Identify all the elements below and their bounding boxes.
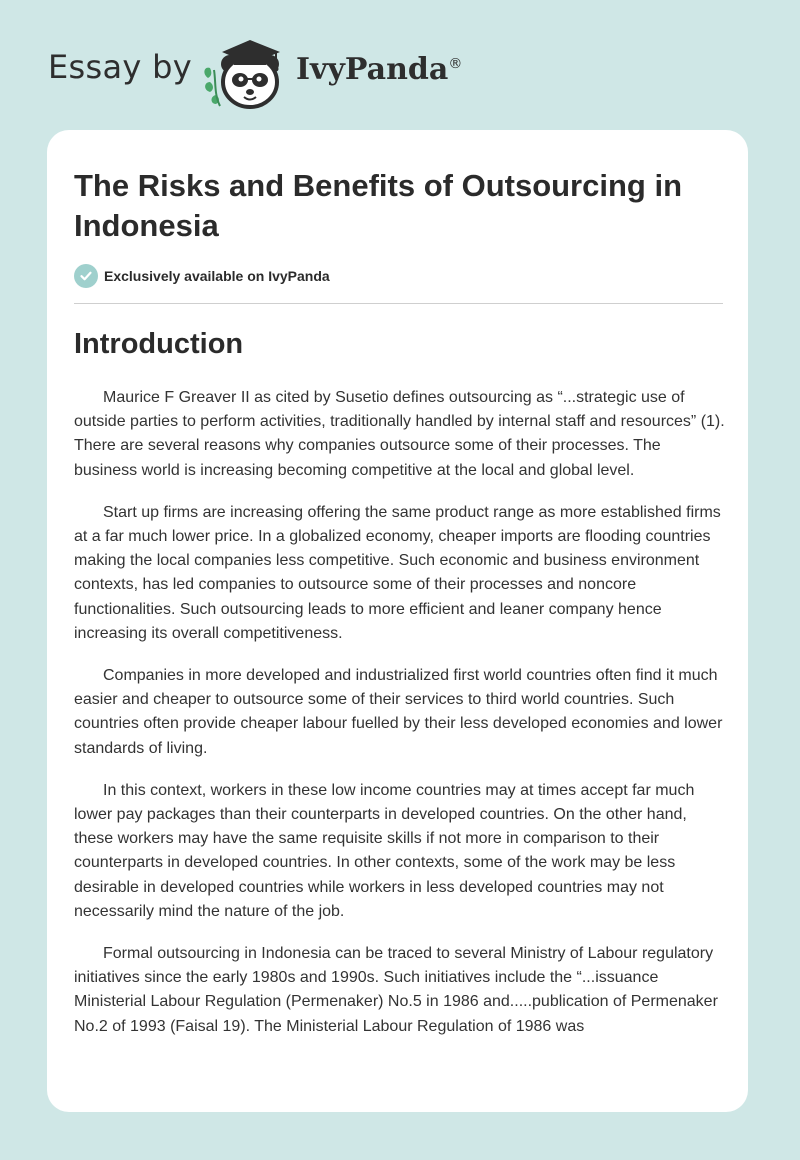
paragraph: Formal outsourcing in Indonesia can be traced to several Ministry of Labour regulatory initiatives since the early 1980s and 1990s. Such initiatives include the “...issuance Ministerial Labour Regulation (Permenaker) No.5 in 1986 and.....publication of Permenaker No.2 of 1993 (Faisal 19). The Ministerial Labour Regulation of 1986 was bbox=[74, 945, 718, 1035]
site-header bbox=[0, 0, 800, 130]
check-icon bbox=[74, 264, 98, 288]
page-title: The Risks and Benefits of Outsourcing in Indonesia bbox=[74, 168, 683, 243]
divider bbox=[74, 303, 723, 304]
brand-logo-text bbox=[296, 52, 462, 87]
section-heading-introduction: Introduction bbox=[74, 328, 244, 360]
registered-mark: ® bbox=[448, 56, 463, 72]
article-body bbox=[74, 386, 726, 1057]
brand-name: IvyPanda bbox=[296, 52, 449, 87]
panda-graduate-icon bbox=[200, 34, 292, 112]
paragraph: In this context, workers in these low income countries may at times accept far much lower pay packages than their counterparts in developed countries. On the other hand, these workers may have the same requisite skills if not more in comparison to their counterparts in developed countries. In other contexts, some of the work may be less desirable in developed countries while workers in less developed countries may not necessarily mind the nature of the job. bbox=[74, 781, 695, 920]
paragraph: Companies in more developed and industrialized first world countries often find it much easier and cheaper to outsource some of their services to third world countries. Such countries often provide cheaper labour fuelled by their less developed economies and lower standards of living. bbox=[74, 667, 723, 757]
exclusive-badge-label: Exclusively available on IvyPanda bbox=[104, 268, 330, 284]
essay-by-label: Essay by bbox=[48, 48, 192, 86]
exclusive-badge bbox=[74, 263, 330, 289]
paragraph: Maurice F Greaver II as cited by Susetio defines outsourcing as “...strategic use of outside parties to perform activities, traditionally handled by internal staff and resources” (1). There are several reasons why companies outsource some of their processes. The business world is increasing becoming competitive at the local and global level. bbox=[74, 389, 725, 479]
article-card bbox=[47, 130, 748, 1112]
paragraph: Start up firms are increasing offering the same product range as more established firms at a far much lower price. In a globalized economy, cheaper imports are flooding countries making the local companies less competitive. Such economic and business environment contexts, has led companies to outsource some of their processes and noncore functionalities. Such outsourcing leads to more efficient and leaner company hence increasing its overall competitiveness. bbox=[74, 503, 721, 642]
